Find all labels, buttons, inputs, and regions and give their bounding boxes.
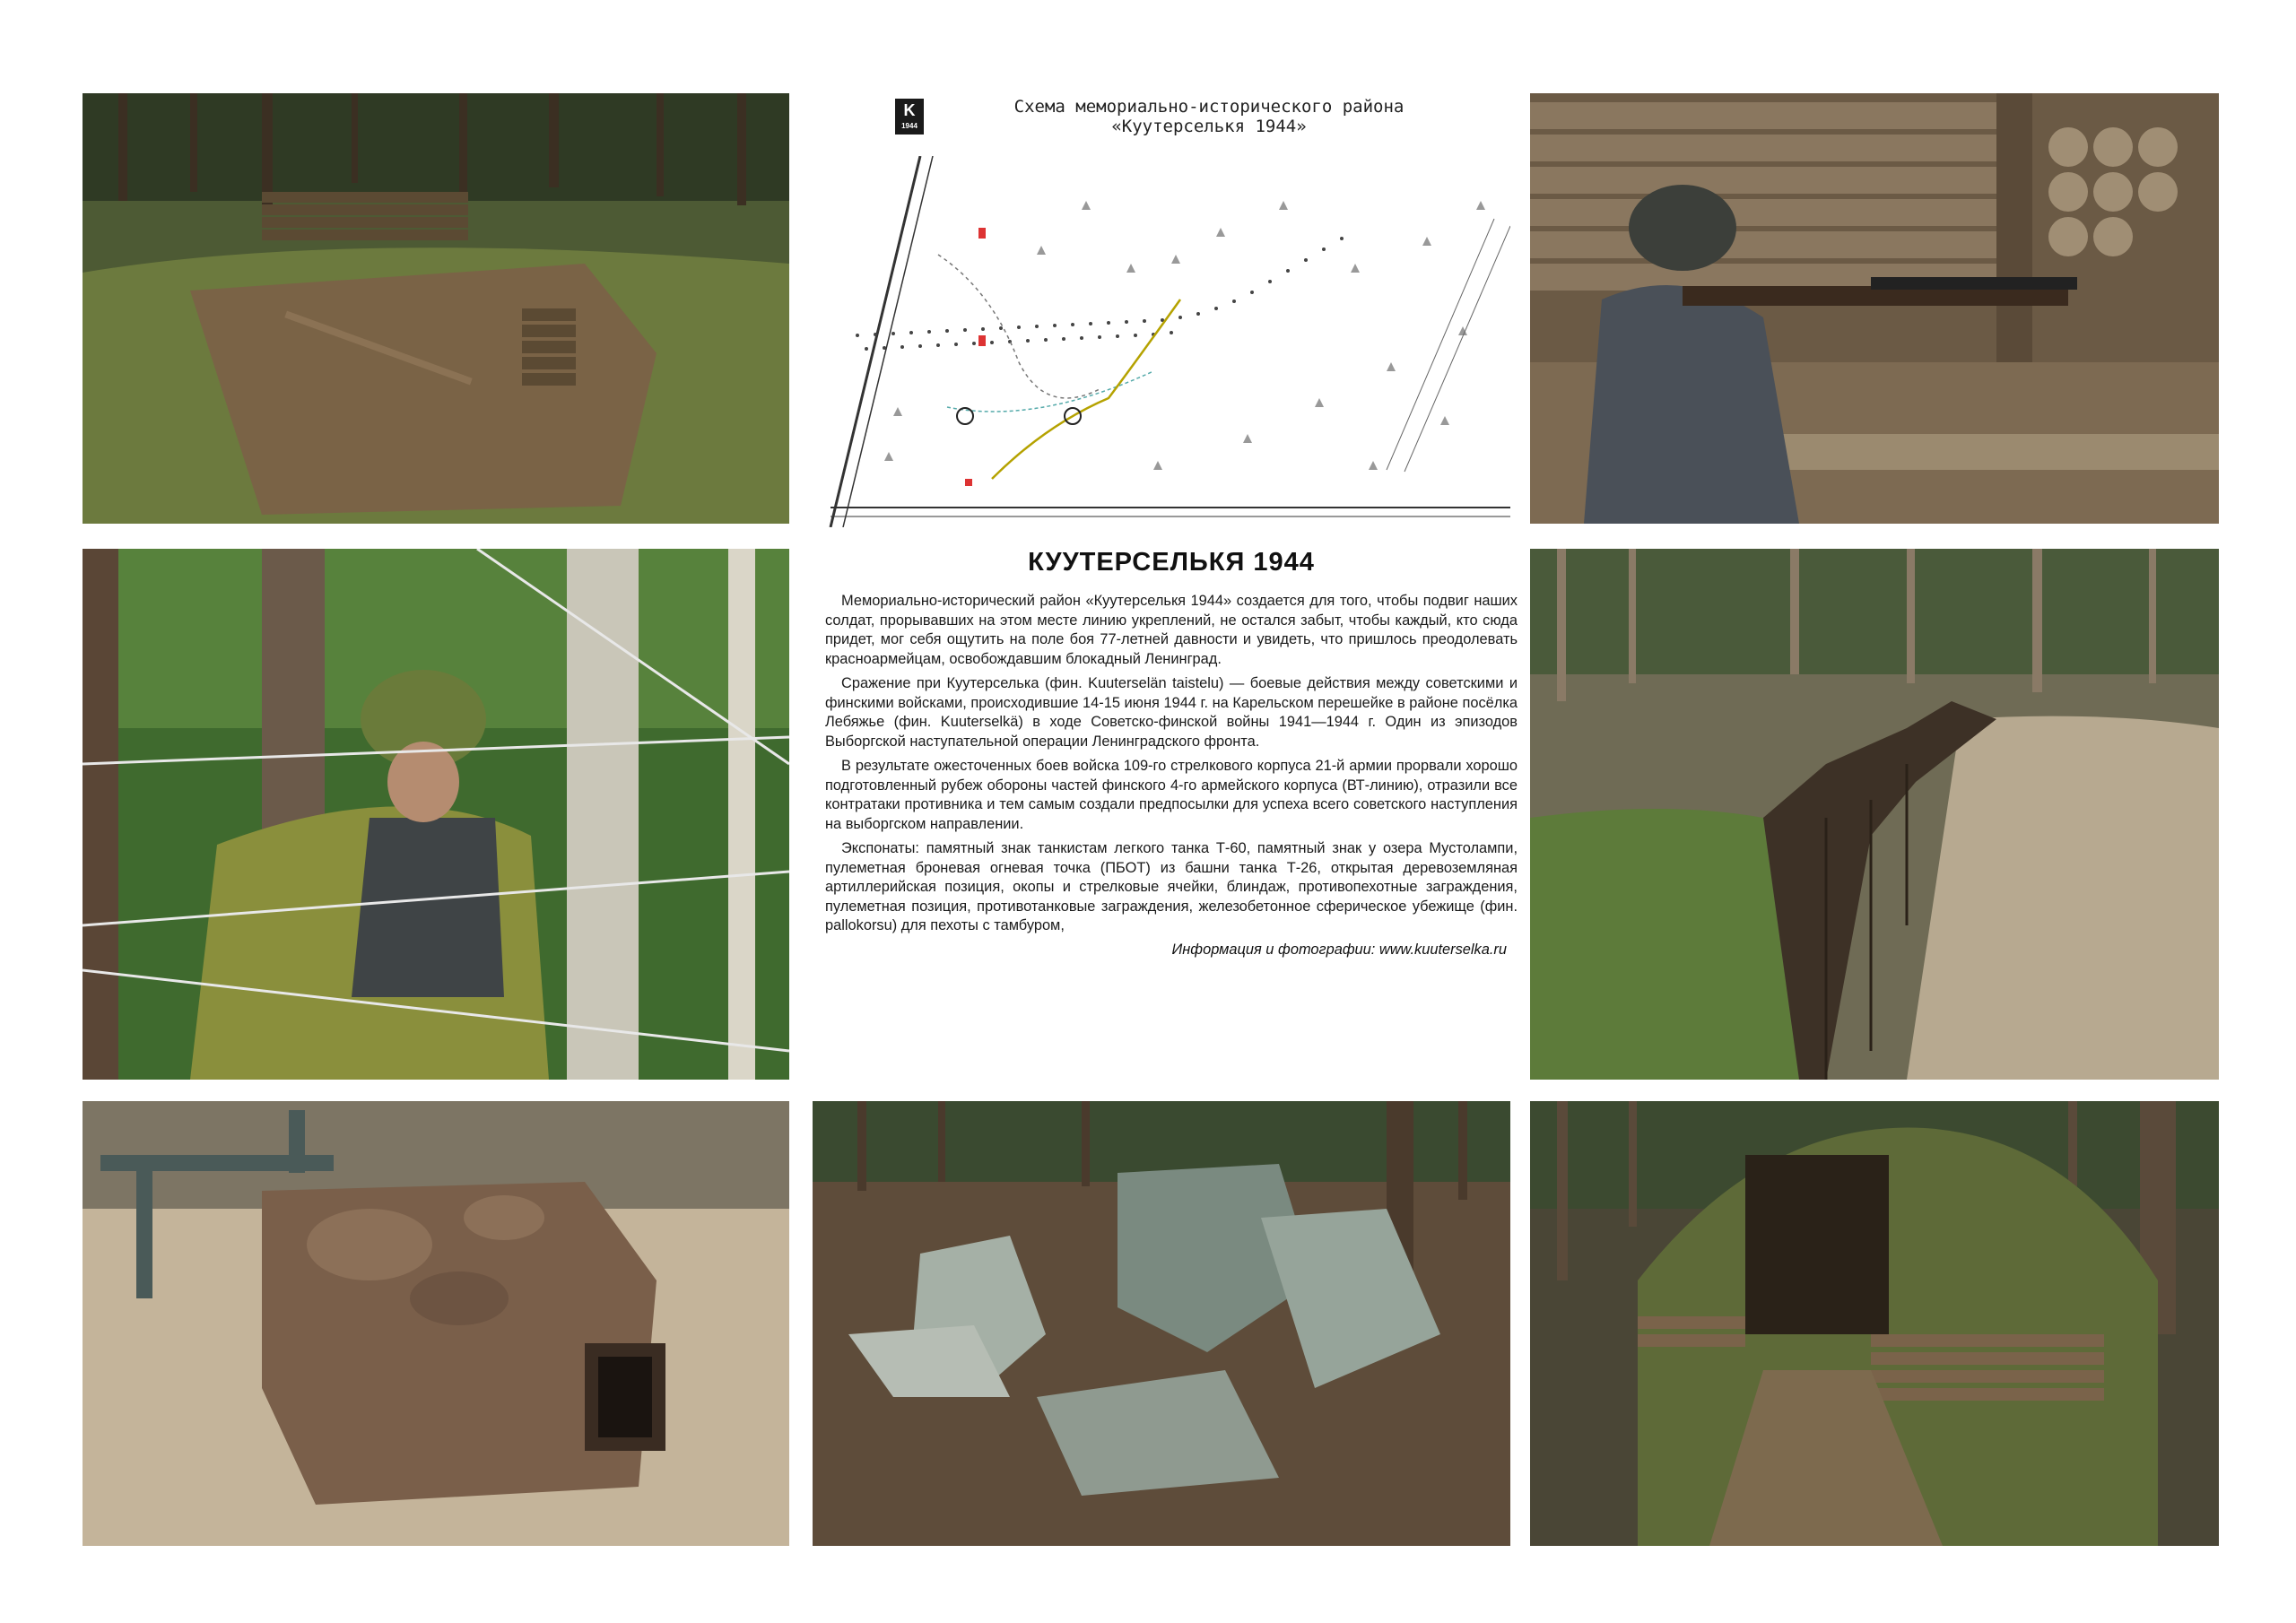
photo-soldier-barbed-wire [83, 549, 789, 1080]
photo-tank-turret [83, 1101, 789, 1546]
article-paragraph-3: В результате ожесточенных боев войска 109-го стрелкового корпуса 21-й армии прорвали хорошо подготовленный рубеж обороны частей финского 4-го армейского корпуса (ВТ-линию), отразили все контратаки противника и тем самым создали предпосылки для успеха всего советского наступления на выборгском направлении. [825, 758, 1518, 832]
memorial-map [813, 93, 1510, 527]
photo-trench-forest [83, 93, 789, 524]
article-title: КУУТЕРСЕЛЬКЯ 1944 [1028, 548, 1315, 577]
map-title-line-1: Схема мемориально-исторического района [1013, 97, 1405, 117]
logo-year: 1944 [901, 122, 918, 130]
logo-letter: K [903, 101, 916, 119]
photo-soldier-machine-gun [1530, 93, 2219, 524]
article-credit: Информация и фотографии: www.kuuterselka.ru [1171, 941, 1507, 958]
map-title [940, 97, 1478, 136]
map-title-line-2: «Куутерселькя 1944» [1111, 117, 1307, 136]
article [825, 545, 1518, 1074]
photo-zigzag-trench [1530, 549, 2219, 1080]
map-logo [895, 99, 924, 135]
article-paragraph-2: Сражение при Куутерселька (фин. Kuuterselän taistelu) — боевые действия между советскими и финскими войсками, происходившие 14-15 июня 1944 г. на Карельском перешейке в районе посёлка Лебяжье (фин. Kuuterselkä) в ходе Советско-финской войны 1941—1944 г. Один из эпизодов Выборгской наступательной операции Ленинградского фронта. [825, 675, 1518, 750]
article-paragraph-4: Экспонаты: памятный знак танкистам легкого танка Т-60, памятный знак у озера Мустолампи, пулеметная броневая огневая точка (ПБОТ) из башни танка Т-26, открытая деревоземляная артиллерийская позиция, окопы и стрелковые ячейки, блиндаж, противопехотные заграждения, пулеметная позиция, противотанковые заграждения, железобетонное сферическое убежище (фин. pallokorsu) для пехоты с тамбуром, [825, 840, 1518, 933]
article-paragraph-1: Мемориально-исторический район «Куутерселькя 1944» создается для того, чтобы подвиг наших солдат, прорывавших на этом месте линию укреплений, не остался забыт, чтобы каждый, кто сюда придет, мог себя ощутить на поле боя 77-летней давности и увидеть, что пришлось преодолевать красноармейцам, освобождавшим блокадный Ленинград. [825, 593, 1518, 667]
photo-dugout [1530, 1101, 2219, 1546]
map-drawing [813, 156, 1510, 527]
photo-concrete-ruins [813, 1101, 1510, 1546]
